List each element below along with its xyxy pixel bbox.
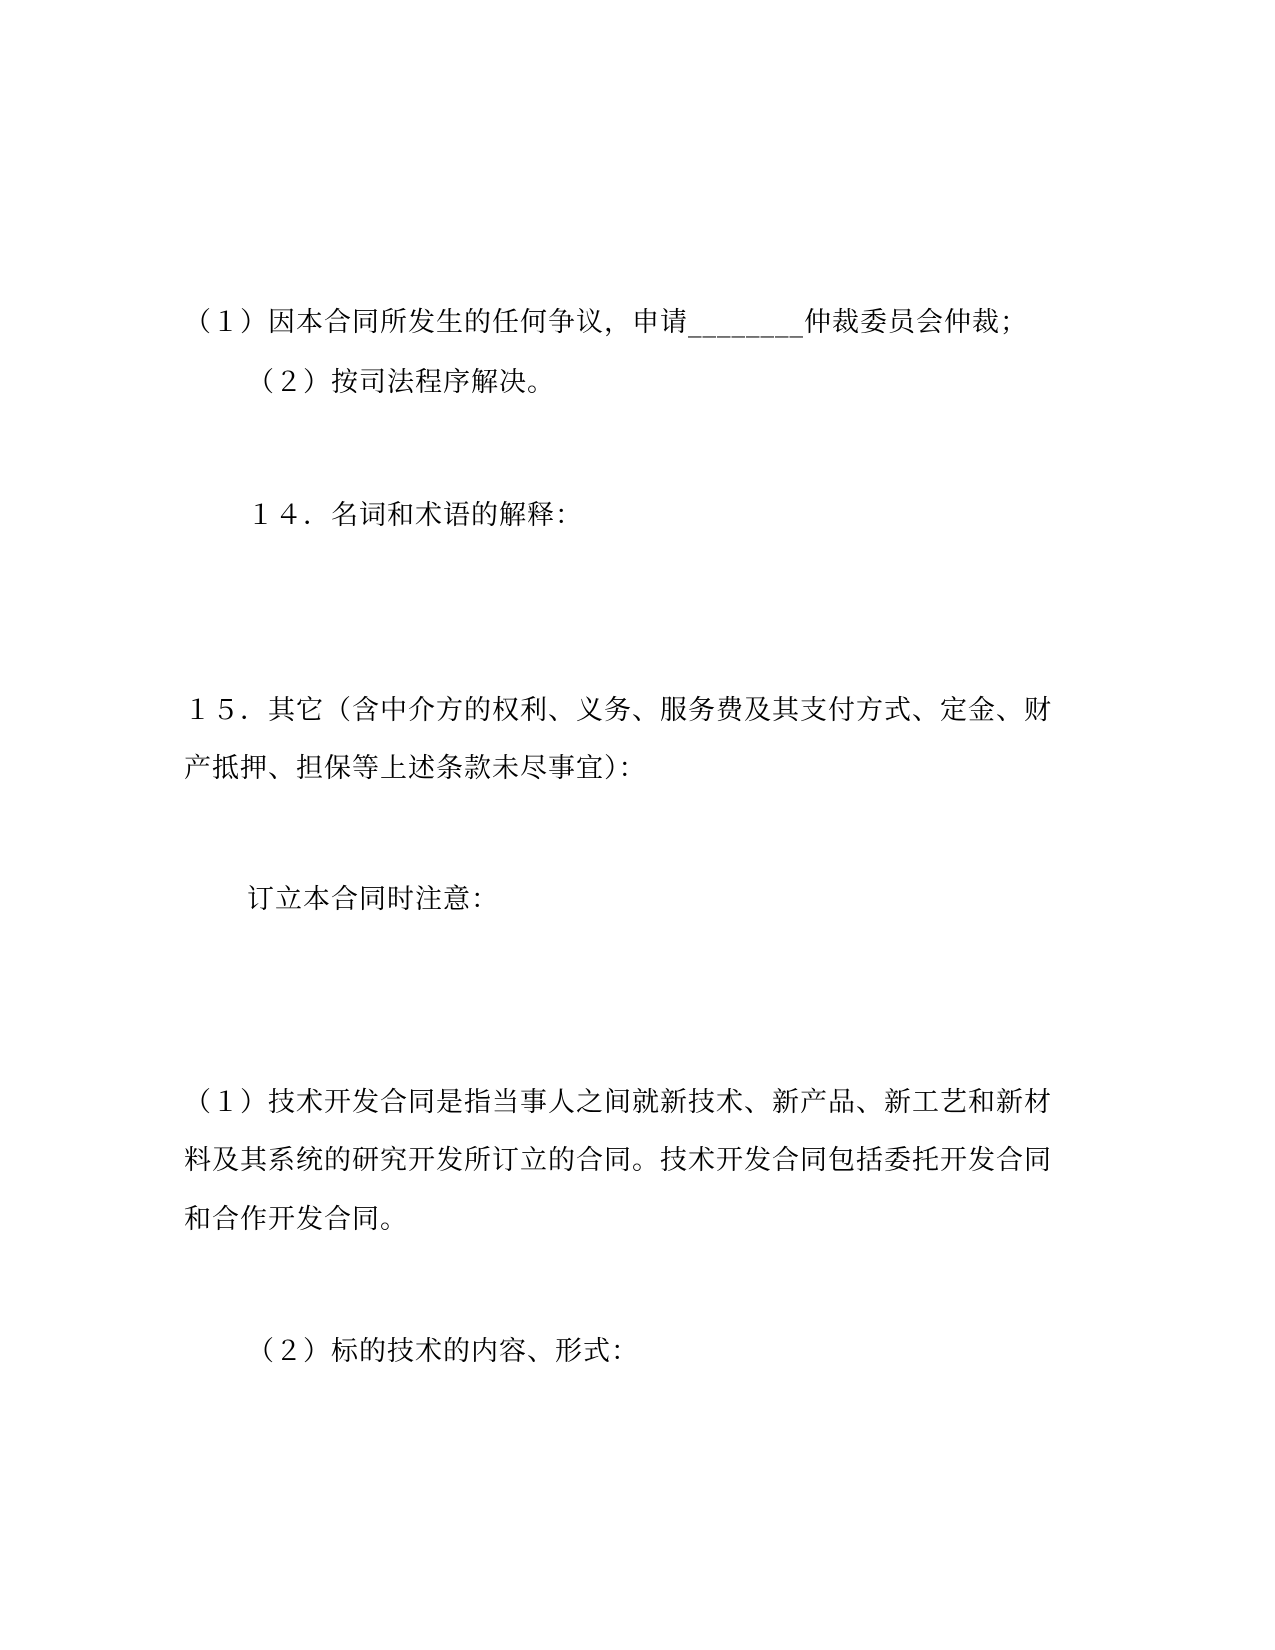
note-1-line-1: （１）技术开发合同是指当事人之间就新技术、新产品、新工艺和新材: [184, 1087, 1052, 1118]
notes-heading: 订立本合同时注意：: [247, 884, 499, 915]
dispute-clause-option-1: （１）因本合同所发生的任何争议，申请________仲裁委员会仲裁；: [184, 307, 1028, 338]
note-2-line-1: （２）标的技术的内容、形式：: [247, 1336, 639, 1367]
section-15-heading-line-2: 产抵押、担保等上述条款未尽事宜）：: [184, 753, 647, 784]
section-15-heading-line-1: １５．其它（含中介方的权利、义务、服务费及其支付方式、定金、财: [184, 695, 1052, 726]
section-14-heading: １４．名词和术语的解释：: [247, 500, 583, 531]
dispute-clause-option-2: （２）按司法程序解决。: [247, 367, 555, 398]
note-1-line-2: 料及其系统的研究开发所订立的合同。技术开发合同包括委托开发合同: [184, 1145, 1052, 1176]
note-1-line-3: 和合作开发合同。: [184, 1204, 408, 1235]
